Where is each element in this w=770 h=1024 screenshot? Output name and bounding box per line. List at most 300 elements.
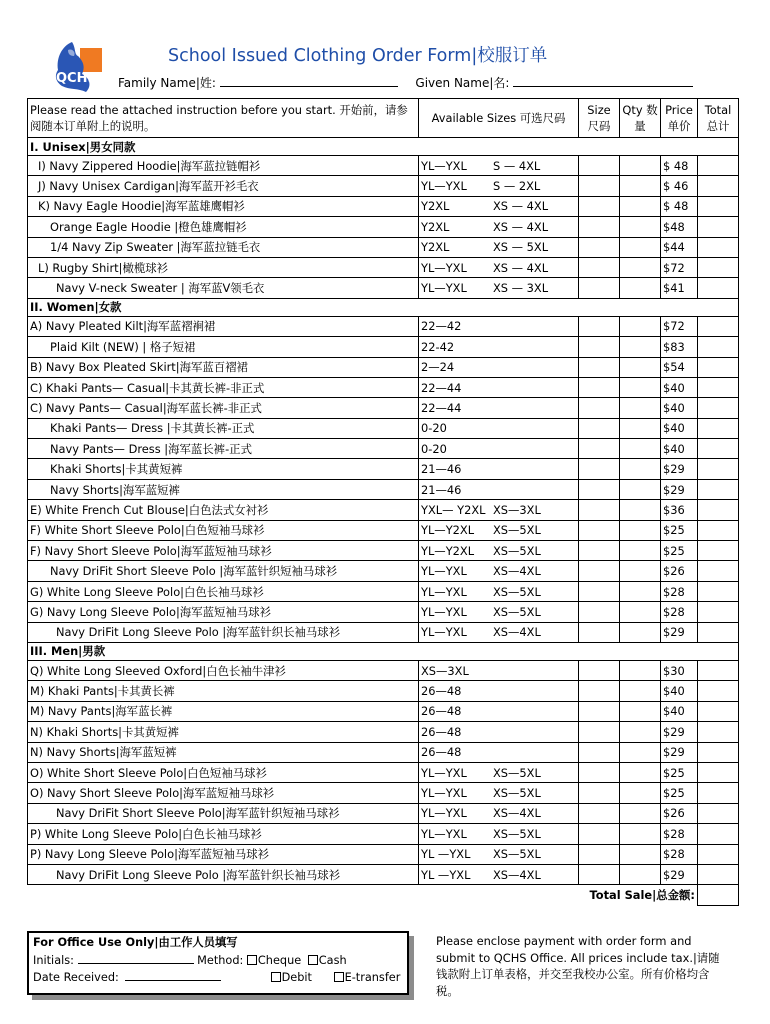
size-input[interactable] <box>579 418 620 438</box>
item-price: $25 <box>661 541 698 561</box>
date-received-field[interactable] <box>125 969 221 981</box>
section-row <box>28 298 739 316</box>
sizes-adult: XS—5XL <box>493 584 541 599</box>
sizes-header: Available Sizes 可选尺码 <box>419 99 579 138</box>
size-input[interactable] <box>579 701 620 721</box>
item-price: $40 <box>661 377 698 397</box>
total-input[interactable] <box>698 278 739 298</box>
total-input[interactable] <box>698 500 739 520</box>
qty-input[interactable] <box>620 520 661 540</box>
total-input[interactable] <box>698 762 739 782</box>
item-sizes <box>419 864 579 884</box>
item-name: Q) White Long Sleeved Oxford|白色长袖牛津衫 <box>28 660 419 680</box>
item-price: $36 <box>661 500 698 520</box>
item-name: E) White French Cut Blouse|白色法式女衬衫 <box>28 500 419 520</box>
size-input[interactable] <box>579 824 620 844</box>
qty-input[interactable] <box>620 762 661 782</box>
item-name: Navy DriFit Short Sleeve Polo|海军蓝针织短袖马球衫 <box>28 803 419 823</box>
item-row <box>28 156 739 176</box>
sizes-wrap <box>421 544 576 558</box>
sizes-wrap <box>421 381 576 395</box>
sizes-adult: S — 4XL <box>493 158 541 173</box>
item-sizes <box>419 237 579 257</box>
size-input[interactable] <box>579 176 620 196</box>
total-input[interactable] <box>698 337 739 357</box>
total-input[interactable] <box>698 722 739 742</box>
total-input[interactable] <box>698 824 739 844</box>
size-input[interactable] <box>579 622 620 642</box>
sizes-wrap <box>421 401 576 415</box>
sizes-youth: 0-20 <box>421 441 447 456</box>
item-price: $44 <box>661 237 698 257</box>
item-price: $ 48 <box>661 156 698 176</box>
debit-checkbox[interactable] <box>271 972 281 982</box>
sizes-wrap <box>421 585 576 599</box>
item-name: O) White Short Sleeve Polo|白色短袖马球衫 <box>28 762 419 782</box>
item-sizes <box>419 602 579 622</box>
total-input[interactable] <box>698 479 739 499</box>
sizes-youth: YL—YXL <box>421 765 467 780</box>
sizes-youth: 22—44 <box>421 380 462 395</box>
sizes-wrap <box>421 725 576 739</box>
qty-input[interactable] <box>620 176 661 196</box>
qty-input[interactable] <box>620 500 661 520</box>
sizes-wrap <box>421 319 576 333</box>
qty-input[interactable] <box>620 581 661 601</box>
sizes-youth: YL—Y2XL <box>421 543 475 558</box>
item-sizes <box>419 660 579 680</box>
total-input[interactable] <box>698 660 739 680</box>
sizes-youth: YL—YXL <box>421 281 467 296</box>
total-input[interactable] <box>698 217 739 237</box>
item-row <box>28 418 739 438</box>
sizes-youth: YL —YXL <box>421 867 471 882</box>
total-input[interactable] <box>698 418 739 438</box>
table-header-row <box>28 99 739 138</box>
sizes-wrap <box>421 847 576 861</box>
total-input[interactable] <box>698 316 739 336</box>
sizes-wrap <box>421 745 576 759</box>
initials-label: Initials: <box>33 954 74 967</box>
qty-input[interactable] <box>620 844 661 864</box>
item-name: Navy DriFit Long Sleeve Polo |海军蓝针织长袖马球衫 <box>28 864 419 884</box>
item-sizes <box>419 742 579 762</box>
total-sale-row <box>28 885 739 905</box>
sizes-wrap <box>421 827 576 841</box>
item-row <box>28 864 739 884</box>
size-input[interactable] <box>579 681 620 701</box>
total-input[interactable] <box>698 520 739 540</box>
item-price: $40 <box>661 439 698 459</box>
qty-input[interactable] <box>620 196 661 216</box>
qty-input[interactable] <box>620 357 661 377</box>
item-price: $29 <box>661 459 698 479</box>
qty-input[interactable] <box>620 742 661 762</box>
sizes-youth: 21—46 <box>421 462 462 477</box>
total-input[interactable] <box>698 176 739 196</box>
qty-header: Qty 数量 <box>620 99 661 138</box>
item-price: $29 <box>661 864 698 884</box>
item-name: I) Navy Zippered Hoodie|海军蓝拉链帽衫 <box>28 156 419 176</box>
item-sizes <box>419 783 579 803</box>
sizes-wrap <box>421 159 576 173</box>
item-name: Navy DriFit Long Sleeve Polo |海军蓝针织长袖马球衫 <box>28 622 419 642</box>
sizes-youth: Y2XL <box>421 240 450 255</box>
sizes-wrap <box>421 806 576 820</box>
qty-input[interactable] <box>620 459 661 479</box>
size-input[interactable] <box>579 541 620 561</box>
item-name: Navy DriFit Short Sleeve Polo |海军蓝针织短袖马球衫 <box>28 561 419 581</box>
item-price: $72 <box>661 257 698 277</box>
sizes-youth: YL —YXL <box>421 847 471 862</box>
size-input[interactable] <box>579 337 620 357</box>
size-input[interactable] <box>579 278 620 298</box>
sizes-wrap <box>421 281 576 295</box>
qty-input[interactable] <box>620 278 661 298</box>
size-input[interactable] <box>579 439 620 459</box>
logo-text: QCHS <box>56 71 97 86</box>
item-row <box>28 439 739 459</box>
sizes-adult: S — 2XL <box>493 179 541 194</box>
sizes-wrap <box>421 523 576 537</box>
qty-input[interactable] <box>620 722 661 742</box>
item-sizes <box>419 581 579 601</box>
size-input[interactable] <box>579 156 620 176</box>
sizes-wrap <box>421 868 576 882</box>
item-row <box>28 479 739 499</box>
sizes-wrap <box>421 503 576 517</box>
sizes-wrap <box>421 179 576 193</box>
size-input[interactable] <box>579 398 620 418</box>
qty-input[interactable] <box>620 541 661 561</box>
size-input[interactable] <box>579 803 620 823</box>
item-sizes <box>419 156 579 176</box>
sizes-adult: XS—4XL <box>493 564 541 579</box>
item-row <box>28 722 739 742</box>
size-input[interactable] <box>579 742 620 762</box>
item-price: $28 <box>661 824 698 844</box>
given-name-input[interactable] <box>513 75 693 87</box>
item-price: $ 48 <box>661 196 698 216</box>
total-input[interactable] <box>698 602 739 622</box>
qty-input[interactable] <box>620 257 661 277</box>
item-name: L) Rugby Shirt|橄榄球衫 <box>28 257 419 277</box>
size-input[interactable] <box>579 722 620 742</box>
item-row <box>28 237 739 257</box>
sizes-wrap <box>421 625 576 639</box>
size-input[interactable] <box>579 316 620 336</box>
item-row <box>28 602 739 622</box>
family-name-input[interactable] <box>220 75 398 87</box>
size-input[interactable] <box>579 217 620 237</box>
item-price: $48 <box>661 217 698 237</box>
size-input[interactable] <box>579 357 620 377</box>
instruction-header: Please read the attached instruction before you start. 开始前，请参阅随本订单附上的说明。 <box>28 99 419 138</box>
total-input[interactable] <box>698 459 739 479</box>
qty-input[interactable] <box>620 316 661 336</box>
qty-input[interactable] <box>620 660 661 680</box>
item-row <box>28 681 739 701</box>
qty-input[interactable] <box>620 156 661 176</box>
school-logo <box>52 40 110 94</box>
total-sale-label: Total Sale|总金额: <box>589 888 695 903</box>
item-sizes <box>419 500 579 520</box>
total-input[interactable] <box>698 864 739 884</box>
total-input[interactable] <box>698 561 739 581</box>
item-name: F) White Short Sleeve Polo|白色短袖马球衫 <box>28 520 419 540</box>
item-sizes <box>419 479 579 499</box>
cash-label: Cash <box>318 954 347 967</box>
item-name: M) Khaki Pants|卡其黄长裤 <box>28 681 419 701</box>
name-fields <box>118 74 693 91</box>
item-row <box>28 217 739 237</box>
qty-input[interactable] <box>620 418 661 438</box>
order-table <box>27 98 739 906</box>
item-name: K) Navy Eagle Hoodie|海军蓝雄鹰帽衫 <box>28 196 419 216</box>
qty-input[interactable] <box>620 701 661 721</box>
sizes-adult: XS—4XL <box>493 806 541 821</box>
item-sizes <box>419 561 579 581</box>
item-name: Khaki Shorts|卡其黄短裤 <box>28 459 419 479</box>
page-title: School Issued Clothing Order Form|校服订单 <box>168 46 548 66</box>
item-sizes <box>419 762 579 782</box>
item-row <box>28 844 739 864</box>
item-row <box>28 257 739 277</box>
total-sale-input[interactable] <box>698 885 739 905</box>
item-price: $26 <box>661 803 698 823</box>
sizes-youth: YL—YXL <box>421 564 467 579</box>
total-header: Total 总计 <box>698 99 739 138</box>
sizes-youth: YL—YXL <box>421 158 467 173</box>
qty-input[interactable] <box>620 864 661 884</box>
size-input[interactable] <box>579 844 620 864</box>
size-input[interactable] <box>579 196 620 216</box>
item-price: $40 <box>661 701 698 721</box>
sizes-youth: YL—Y2XL <box>421 523 475 538</box>
sizes-wrap <box>421 421 576 435</box>
item-name: C) Khaki Pants— Casual|卡其黄长裤-非正式 <box>28 377 419 397</box>
total-input[interactable] <box>698 357 739 377</box>
total-spacer <box>28 885 419 905</box>
method-label: Method: <box>197 954 244 967</box>
sizes-wrap <box>421 240 576 254</box>
total-input[interactable] <box>698 622 739 642</box>
size-input[interactable] <box>579 377 620 397</box>
item-sizes <box>419 217 579 237</box>
item-name: M) Navy Pants|海军蓝长裤 <box>28 701 419 721</box>
qty-input[interactable] <box>620 824 661 844</box>
size-input[interactable] <box>579 864 620 884</box>
sizes-youth: YL—YXL <box>421 786 467 801</box>
qty-input[interactable] <box>620 783 661 803</box>
item-price: $26 <box>661 561 698 581</box>
size-input[interactable] <box>579 459 620 479</box>
size-input[interactable] <box>579 660 620 680</box>
qty-input[interactable] <box>620 217 661 237</box>
item-sizes <box>419 803 579 823</box>
item-row <box>28 803 739 823</box>
qty-input[interactable] <box>620 681 661 701</box>
item-row <box>28 824 739 844</box>
total-input[interactable] <box>698 237 739 257</box>
total-input[interactable] <box>698 196 739 216</box>
size-input[interactable] <box>579 783 620 803</box>
qty-input[interactable] <box>620 398 661 418</box>
sizes-adult: XS — 3XL <box>493 281 549 296</box>
item-row <box>28 520 739 540</box>
total-input[interactable] <box>698 701 739 721</box>
section-title: II. Women|女款 <box>28 298 739 316</box>
sizes-youth: Y2XL <box>421 219 450 234</box>
item-row <box>28 196 739 216</box>
sizes-wrap <box>421 199 576 213</box>
item-price: $25 <box>661 783 698 803</box>
item-price: $40 <box>661 398 698 418</box>
sizes-youth: YL—YXL <box>421 826 467 841</box>
qty-input[interactable] <box>620 439 661 459</box>
total-input[interactable] <box>698 377 739 397</box>
total-input[interactable] <box>698 398 739 418</box>
item-row <box>28 622 739 642</box>
item-name: O) Navy Short Sleeve Polo|海军蓝短袖马球衫 <box>28 783 419 803</box>
sizes-youth: 22—44 <box>421 400 462 415</box>
item-row <box>28 278 739 298</box>
initials-field[interactable] <box>78 952 194 964</box>
item-price: $29 <box>661 479 698 499</box>
item-row <box>28 762 739 782</box>
item-price: $72 <box>661 316 698 336</box>
sizes-wrap <box>421 483 576 497</box>
qty-input[interactable] <box>620 602 661 622</box>
total-input[interactable] <box>698 783 739 803</box>
size-input[interactable] <box>579 561 620 581</box>
debit-label: Debit <box>281 971 312 984</box>
item-price: $54 <box>661 357 698 377</box>
given-name-label: Given Name|名: <box>415 76 510 90</box>
item-sizes <box>419 257 579 277</box>
sizes-youth: 0-20 <box>421 421 447 436</box>
item-price: $83 <box>661 337 698 357</box>
sizes-adult: XS—4XL <box>493 867 541 882</box>
item-sizes <box>419 278 579 298</box>
size-input[interactable] <box>579 762 620 782</box>
item-row <box>28 561 739 581</box>
size-input[interactable] <box>579 479 620 499</box>
sizes-adult: XS—5XL <box>493 604 541 619</box>
total-input[interactable] <box>698 681 739 701</box>
office-title: For Office Use Only|由工作人员填写 <box>33 936 238 949</box>
sizes-adult: XS—5XL <box>493 765 541 780</box>
size-input[interactable] <box>579 257 620 277</box>
total-input[interactable] <box>698 439 739 459</box>
cash-checkbox[interactable] <box>308 955 318 965</box>
qty-input[interactable] <box>620 377 661 397</box>
sizes-adult: XS—5XL <box>493 523 541 538</box>
size-input[interactable] <box>579 237 620 257</box>
item-price: $28 <box>661 602 698 622</box>
qty-input[interactable] <box>620 237 661 257</box>
item-sizes <box>419 377 579 397</box>
sizes-wrap <box>421 340 576 354</box>
sizes-adult: XS—5XL <box>493 826 541 841</box>
sizes-youth: YL—YXL <box>421 260 467 275</box>
cheque-label: Cheque <box>257 954 302 967</box>
item-price: $28 <box>661 844 698 864</box>
item-sizes <box>419 398 579 418</box>
total-input[interactable] <box>698 581 739 601</box>
item-name: Navy Shorts|海军蓝短裤 <box>28 479 419 499</box>
item-name: N) Khaki Shorts|卡其黄短裤 <box>28 722 419 742</box>
sizes-wrap <box>421 704 576 718</box>
sizes-youth: 26—48 <box>421 704 462 719</box>
item-sizes <box>419 418 579 438</box>
item-name: J) Navy Unisex Cardigan|海军蓝开衫毛衣 <box>28 176 419 196</box>
sizes-youth: 22-42 <box>421 339 455 354</box>
qty-input[interactable] <box>620 479 661 499</box>
total-input[interactable] <box>698 257 739 277</box>
sizes-adult: XS — 4XL <box>493 260 549 275</box>
item-price: $41 <box>661 278 698 298</box>
item-sizes <box>419 316 579 336</box>
qty-input[interactable] <box>620 622 661 642</box>
qty-input[interactable] <box>620 337 661 357</box>
item-price: $29 <box>661 722 698 742</box>
qty-input[interactable] <box>620 561 661 581</box>
item-name: Navy Pants— Dress |海军蓝长裤-正式 <box>28 439 419 459</box>
item-sizes <box>419 337 579 357</box>
item-name: 1/4 Navy Zip Sweater |海军蓝拉链毛衣 <box>28 237 419 257</box>
item-row <box>28 398 739 418</box>
total-input[interactable] <box>698 541 739 561</box>
sizes-wrap <box>421 786 576 800</box>
sizes-adult: XS—4XL <box>493 625 541 640</box>
qty-input[interactable] <box>620 803 661 823</box>
sizes-youth: YL—YXL <box>421 625 467 640</box>
total-input[interactable] <box>698 156 739 176</box>
sizes-youth: Y2XL <box>421 199 450 214</box>
size-input[interactable] <box>579 520 620 540</box>
total-input[interactable] <box>698 742 739 762</box>
item-row <box>28 176 739 196</box>
sizes-youth: YL—YXL <box>421 806 467 821</box>
payment-note: Please enclose payment with order form and submit to QCHS Office. All prices include tax.|请随钱款附上订单表格，并交至我校办公室。所有价格均含税。 <box>436 934 720 998</box>
item-price: $30 <box>661 660 698 680</box>
total-input[interactable] <box>698 844 739 864</box>
item-sizes <box>419 622 579 642</box>
size-input[interactable] <box>579 500 620 520</box>
etransfer-checkbox[interactable] <box>334 972 344 982</box>
total-input[interactable] <box>698 803 739 823</box>
item-row <box>28 581 739 601</box>
item-sizes <box>419 176 579 196</box>
item-row <box>28 701 739 721</box>
sizes-wrap <box>421 564 576 578</box>
item-name: C) Navy Pants— Casual|海军蓝长裤-非正式 <box>28 398 419 418</box>
item-sizes <box>419 196 579 216</box>
etransfer-label: E-transfer <box>344 971 401 984</box>
item-price: $29 <box>661 622 698 642</box>
item-sizes <box>419 824 579 844</box>
item-row <box>28 357 739 377</box>
item-name: P) Navy Long Sleeve Polo|海军蓝短袖马球衫 <box>28 844 419 864</box>
size-input[interactable] <box>579 602 620 622</box>
sizes-wrap <box>421 766 576 780</box>
size-input[interactable] <box>579 581 620 601</box>
cheque-checkbox[interactable] <box>247 955 257 965</box>
item-name: Khaki Pants— Dress |卡其黄长裤-正式 <box>28 418 419 438</box>
item-price: $40 <box>661 418 698 438</box>
sizes-adult: XS — 4XL <box>493 219 549 234</box>
